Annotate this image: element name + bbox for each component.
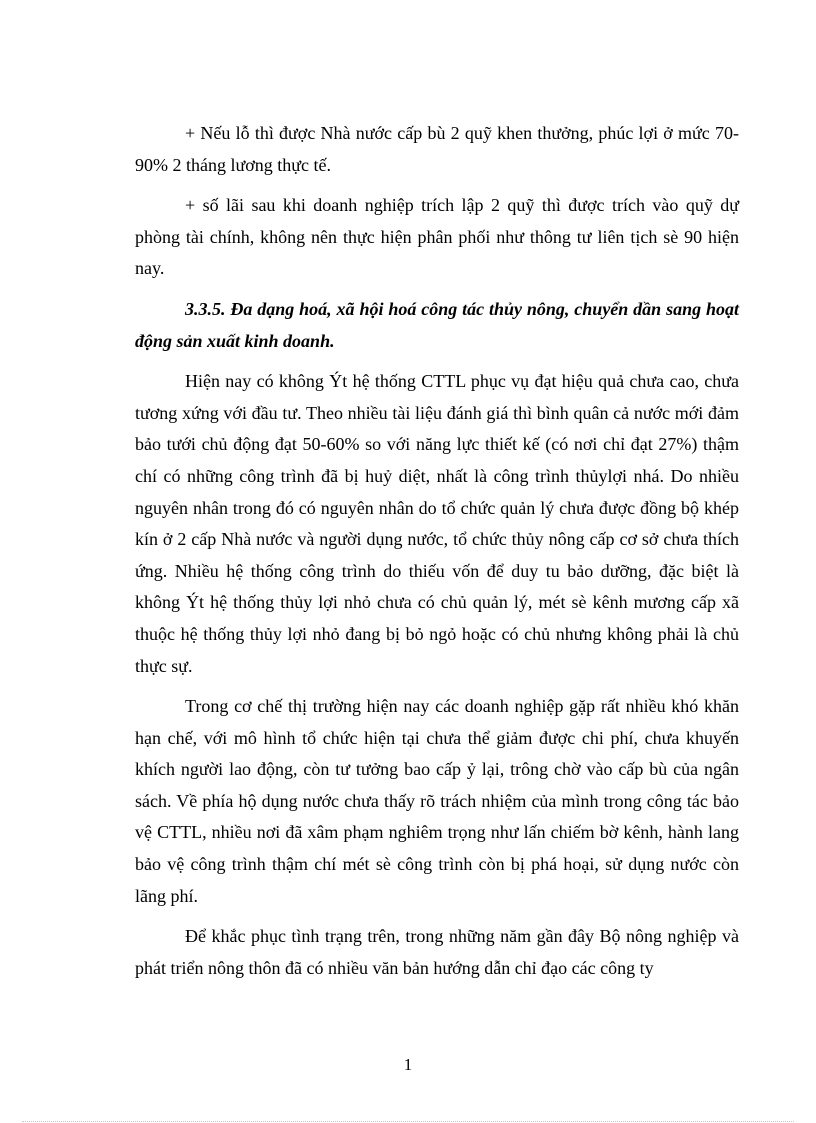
paragraph-loss-subsidy: + Nếu lỗ thì được Nhà nước cấp bù 2 quỹ khen thưởng, phúc lợi ở mức 70-90% 2 tháng lương thực tế. (135, 123, 739, 175)
paragraph-profit-allocation: + số lãi sau khi doanh nghiệp trích lập 2 quỹ thì được trích vào quỹ dự phòng tài chính, không nên thực hiện phân phối như thông tư liên tịch sè 90 hiện nay. (135, 195, 739, 279)
page-bottom-divider (22, 1121, 794, 1122)
page-number: 1 (403, 1055, 413, 1074)
paragraph-remedy: Để khắc phục tình trạng trên, trong những năm gần đây Bộ nông nghiệp và phát triển nông thôn đã có nhiều văn bản hướng dẫn chỉ đạo các công ty (135, 926, 739, 978)
paragraph-irrigation-status: Hiện nay có không Ýt hệ thống CTTL phục vụ đạt hiệu quả chưa cao, chưa tương xứng với đầu tư. Theo nhiều tài liệu đánh giá thì bình quân cả nước mới đảm bảo tưới chủ động đạt 50-60% so với năng lực thiết kế (có nơi chỉ đạt 27%) thậm chí có những công trình đã bị huỷ diệt, nhất là công trình thủylợi nhá. Do nhiều nguyên nhân trong đó có nguyên nhân do tổ chức quản lý chưa được đồng bộ khép kín ở 2 cấp Nhà nước và người dụng nước, tổ chức thủy nông cấp cơ sở chưa thích ứng. Nhiều hệ thống công trình do thiếu vốn để duy tu bảo dưỡng, đặc biệt là không Ýt hệ thống thủy lợi nhỏ chưa có chủ quản lý, mét sè kênh mương cấp xã thuộc hệ thống thủy lợi nhỏ đang bị bỏ ngỏ hoặc có chủ nhưng không phải là chủ thực sự. (135, 371, 739, 676)
section-heading-3-3-5: 3.3.5. Đa dạng hoá, xã hội hoá công tác thủy nông, chuyển dần sang hoạt động sản xuất kinh doanh. (135, 298, 739, 351)
document-body (135, 118, 739, 984)
paragraph-market-mechanism: Trong cơ chế thị trường hiện nay các doanh nghiệp gặp rất nhiều khó khăn hạn chế, với mô hình tổ chức hiện tại chưa thể giảm được chi phí, chưa khuyến khích người lao động, còn tư tưởng bao cấp ỷ lại, trông chờ vào cấp bù của ngân sách. Về phía hộ dụng nước chưa thấy rõ trách nhiệm của mình trong công tác bảo vệ CTTL, nhiều nơi đã xâm phạm nghiêm trọng như lấn chiếm bờ kênh, hành lang bảo vệ công trình thậm chí mét sè công trình còn bị phá hoại, sử dụng nước còn lãng phí. (135, 696, 739, 906)
